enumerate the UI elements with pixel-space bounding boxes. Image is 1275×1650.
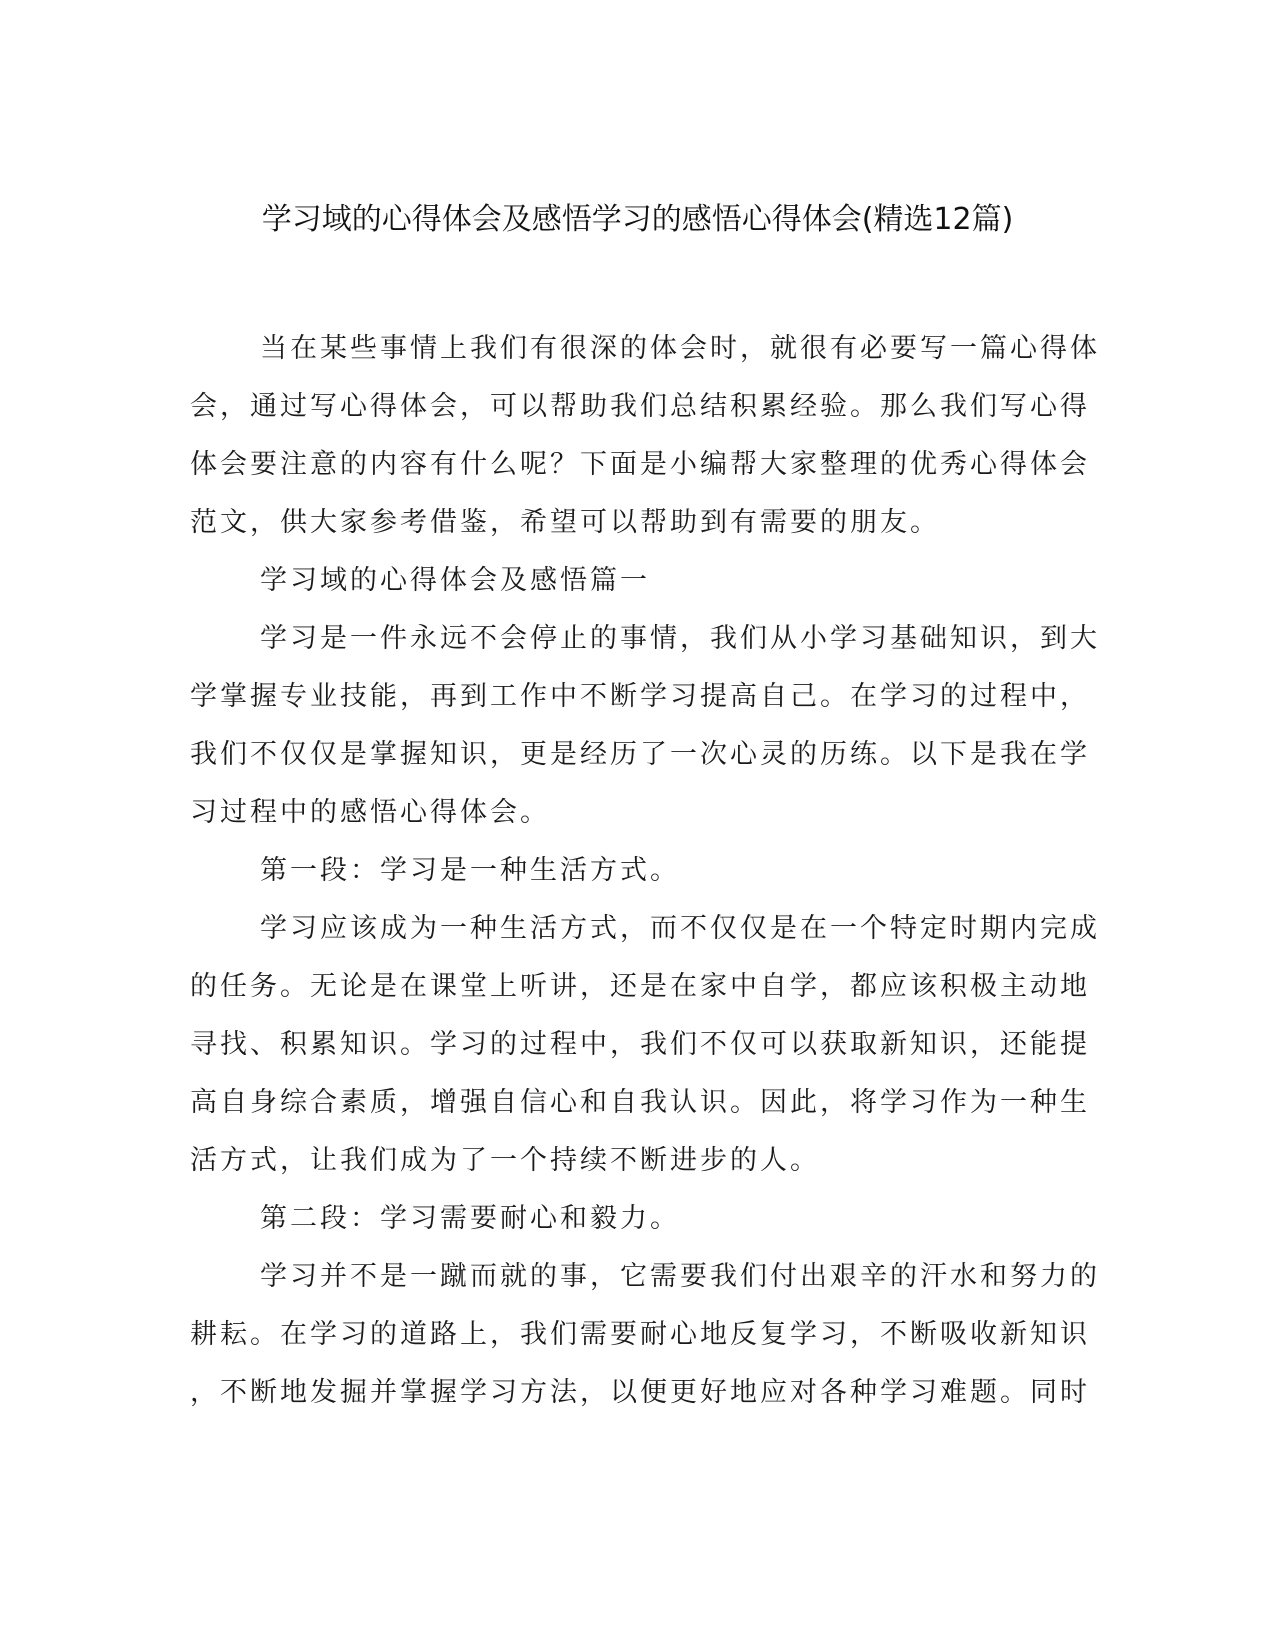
paragraph-line: 会，通过写心得体会，可以帮助我们总结积累经验。那么我们写心得 [190, 391, 1090, 422]
paragraph-line: 学习并不是一蹴而就的事，它需要我们付出艰辛的汗水和努力的 [260, 1261, 1100, 1292]
paragraph-line: 我们不仅仅是掌握知识，更是经历了一次心灵的历练。以下是我在学 [190, 739, 1090, 770]
paragraph-line: 体会要注意的内容有什么呢？下面是小编帮大家整理的优秀心得体会 [190, 449, 1090, 480]
paragraph-line: 习过程中的感悟心得体会。 [190, 797, 550, 828]
paragraph-line: 耕耘。在学习的道路上，我们需要耐心地反复学习，不断吸收新知识 [190, 1319, 1090, 1350]
paragraph-line: 范文，供大家参考借鉴，希望可以帮助到有需要的朋友。 [190, 507, 940, 538]
paragraph-line: 学习是一件永远不会停止的事情，我们从小学习基础知识，到大 [260, 623, 1100, 654]
paragraph-line: ，不断地发掘并掌握学习方法，以便更好地应对各种学习难题。同时 [190, 1377, 1090, 1408]
paragraph-line: 高自身综合素质，增强自信心和自我认识。因此，将学习作为一种生 [190, 1087, 1090, 1118]
paragraph-line: 的任务。无论是在课堂上听讲，还是在家中自学，都应该积极主动地 [190, 971, 1090, 1002]
paragraph-line: 当在某些事情上我们有很深的体会时，就很有必要写一篇心得体 [260, 333, 1100, 364]
paragraph-line: 寻找、积累知识。学习的过程中，我们不仅可以获取新知识，还能提 [190, 1029, 1090, 1060]
subsection-heading: 第一段：学习是一种生活方式。 [260, 855, 680, 886]
paragraph-line: 学掌握专业技能，再到工作中不断学习提高自己。在学习的过程中， [190, 681, 1090, 712]
paragraph-line: 活方式，让我们成为了一个持续不断进步的人。 [190, 1145, 820, 1176]
section-heading: 学习域的心得体会及感悟篇一 [260, 565, 650, 596]
document-body [190, 320, 1100, 1422]
subsection-heading: 第二段：学习需要耐心和毅力。 [260, 1203, 680, 1234]
paragraph-line: 学习应该成为一种生活方式，而不仅仅是在一个特定时期内完成 [260, 913, 1100, 944]
document-title: 学习域的心得体会及感悟学习的感悟心得体会(精选12篇) [261, 202, 1014, 237]
